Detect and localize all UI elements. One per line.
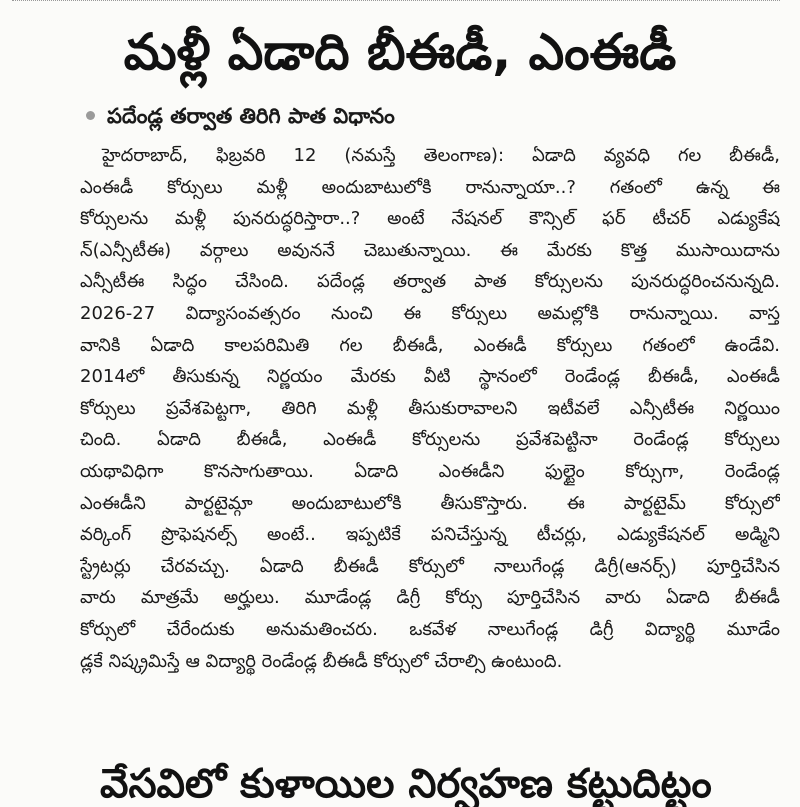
article-line: 2026-27 విద్యాసంవత్సరం నుంచి ఈ కోర్సులు అమల్లోకి రానున్నాయి. వాస్త [80,302,780,324]
next-article-headline: వేసవిలో కుళాయిల నిర్వహణ కట్టుదిట్టం [100,761,712,807]
article-line: కోర్సులో చేరేందుకు అనుమతించరు. ఒకవేళ నాలుగేండ్ల డిగ్రీ విద్యార్థి మూడేం [80,618,780,640]
article-line: చింది. ఏడాది బీఈడీ, ఎంఈడీ కోర్సులను ప్రవేశపెట్టినా రెండేండ్ల కోర్సులు [80,429,780,451]
article-line: వారు మాత్రమే అర్హులు. మూడేండ్ల డిగ్రీ కోర్సు పూర్తిచేసిన వారు ఏడాది బీఈడీ [80,587,780,609]
subheadline-text: పదేండ్ల తర్వాత తిరిగి పాత విధానం [107,104,395,128]
article-line: స్ట్రేటర్లు చేరవచ్చు. ఏడాది బీఈడీ కోర్సులో నాలుగేండ్ల డిగ్రీ(ఆనర్స్) పూర్తిచేసిన [80,555,780,577]
subheadline [86,103,395,129]
article-line: యథావిధిగా కొనసాగుతాయి. ఏడాది ఎంఈడీని ఫుల్టైం కోర్సుగా, రెండేండ్ల [80,460,780,482]
article-line: ఎంఈడీ కోర్సులు మళ్లీ అందుబాటులోకి రానున్నాయా..? గతంలో ఉన్న ఈ [80,176,780,198]
article-line: కోర్సులను మళ్లీ పునరుద్ధరిస్తారా..? అంటే నేషనల్ కౌన్సిల్ ఫర్ టీచర్ ఎడ్యుకేష [80,208,780,230]
article-line: 2014లో తీసుకున్న నిర్ణయం మేరకు వీటి స్థానంలో రెండేండ్ల బీఈడీ, ఎంఈడీ [80,366,780,388]
article-line: కోర్సులు ప్రవేశపెట్టగా, తిరిగి మళ్లీ తీసుకురావాలని ఇటీవలే ఎన్సీటీఈ నిర్ణయిం [80,397,780,419]
article-line: డ్లకే నిష్క్రమిస్తే ఆ విద్యార్థి రెండేండ్ల బీఈడీ కోర్సులో చేరాల్సి ఉంటుంది. [80,650,563,672]
article-body [80,140,780,677]
top-divider [12,0,780,7]
bullet-icon [86,111,95,120]
article-line: వానికి ఏడాది కాలపరిమితి గల బీఈడీ, ఎంఈడీ కోర్సులు గతంలో ఉండేవి. [80,334,780,356]
article-line: వర్కింగ్ ప్రొఫెషనల్స్ అంటే.. ఇప్పటికే పనిచేస్తున్న టీచర్లు, ఎడ్యుకేషనల్ అడ్మిని [80,524,780,546]
headline: మళ్లీ ఏడాది బీఈడీ, ఎంఈడీ [123,23,677,81]
article-line: ఎంఈడీని పార్టటైమ్గా అందుబాటులోకి తీసుకొస్తారు. ఈ పార్టటైమ్ కోర్సులో [80,492,780,514]
article-line: హైదరాబాద్, ఫిబ్రవరి 12 (నమస్తే తెలంగాణ): ఏడాది వ్యవధి గల బీఈడీ, [102,145,780,166]
article-line: న్(ఎన్సీటీఈ) వర్గాలు అవుననే చెబుతున్నాయి. ఈ మేరకు కొత్త ముసాయిదాను [80,239,780,261]
article-line: ఎన్సీటీఈ సిద్ధం చేసింది. పదేండ్ల తర్వాత పాత కోర్సులను పునరుద్ధరించనున్నది. [80,271,780,293]
